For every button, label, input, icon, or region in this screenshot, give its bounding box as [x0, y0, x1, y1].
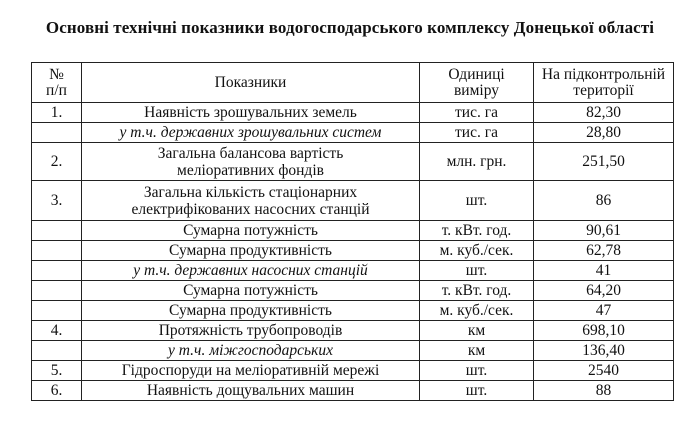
table-row [32, 181, 674, 221]
row-number: 6. [32, 381, 82, 401]
table-row [32, 381, 674, 401]
row-value: 47 [534, 301, 674, 321]
row-unit: км [420, 321, 534, 341]
table-row [32, 103, 674, 123]
row-number: 4. [32, 321, 82, 341]
table-row [32, 261, 674, 281]
row-value: 28,80 [534, 123, 674, 143]
table-row [32, 341, 674, 361]
row-unit: т. кВт. год. [420, 221, 534, 241]
row-label: Протяжність трубопроводів [82, 321, 420, 341]
document-title: Основні технічні показники водогосподарського комплексу Донецької області [45, 18, 655, 37]
row-number: 1. [32, 103, 82, 123]
row-number: 5. [32, 361, 82, 381]
row-label: Загальна балансова вартість меліоративних фондів [82, 143, 420, 181]
header-number: № п/п [32, 63, 82, 103]
row-value: 88 [534, 381, 674, 401]
row-label: Сумарна потужність [82, 221, 420, 241]
row-label: Сумарна потужність [82, 281, 420, 301]
table-row [32, 361, 674, 381]
row-value: 64,20 [534, 281, 674, 301]
row-number: 3. [32, 181, 82, 221]
row-label: Загальна кількість стаціонарних електрифікованих насосних станцій [82, 181, 420, 221]
row-value: 86 [534, 181, 674, 221]
row-unit: шт. [420, 361, 534, 381]
row-value: 90,61 [534, 221, 674, 241]
indicators-table [31, 62, 674, 401]
row-value: 41 [534, 261, 674, 281]
header-unit: Одиниці виміру [420, 63, 534, 103]
row-label: у т.ч. державних зрошувальних систем [82, 123, 420, 143]
row-value: 2540 [534, 361, 674, 381]
row-unit: шт. [420, 261, 534, 281]
row-value: 698,10 [534, 321, 674, 341]
row-label: Сумарна продуктивність [82, 301, 420, 321]
header-value: На підконтрольній території [534, 63, 674, 103]
row-number [32, 261, 82, 281]
table-row [32, 221, 674, 241]
table-row [32, 241, 674, 261]
row-value: 136,40 [534, 341, 674, 361]
table-row [32, 321, 674, 341]
row-value: 82,30 [534, 103, 674, 123]
row-number [32, 123, 82, 143]
table-row [32, 123, 674, 143]
row-unit: шт. [420, 181, 534, 221]
row-label: Гідроспоруди на меліоративній мережі [82, 361, 420, 381]
table-header-row [32, 63, 674, 103]
row-unit: км [420, 341, 534, 361]
row-label: Наявність дощувальних машин [82, 381, 420, 401]
row-unit: млн. грн. [420, 143, 534, 181]
row-value: 251,50 [534, 143, 674, 181]
row-unit: шт. [420, 381, 534, 401]
header-indicator: Показники [82, 63, 420, 103]
table-row [32, 281, 674, 301]
row-number [32, 241, 82, 261]
row-number [32, 301, 82, 321]
table-row [32, 143, 674, 181]
row-number: 2. [32, 143, 82, 181]
row-label: Наявність зрошувальних земель [82, 103, 420, 123]
row-number [32, 281, 82, 301]
row-label: у т.ч. державних насосних станцій [82, 261, 420, 281]
row-unit: тис. га [420, 103, 534, 123]
table-row [32, 301, 674, 321]
row-unit: м. куб./сек. [420, 301, 534, 321]
row-label: у т.ч. міжгосподарських [82, 341, 420, 361]
row-label: Сумарна продуктивність [82, 241, 420, 261]
row-number [32, 341, 82, 361]
row-number [32, 221, 82, 241]
row-unit: м. куб./сек. [420, 241, 534, 261]
row-value: 62,78 [534, 241, 674, 261]
row-unit: тис. га [420, 123, 534, 143]
row-unit: т. кВт. год. [420, 281, 534, 301]
